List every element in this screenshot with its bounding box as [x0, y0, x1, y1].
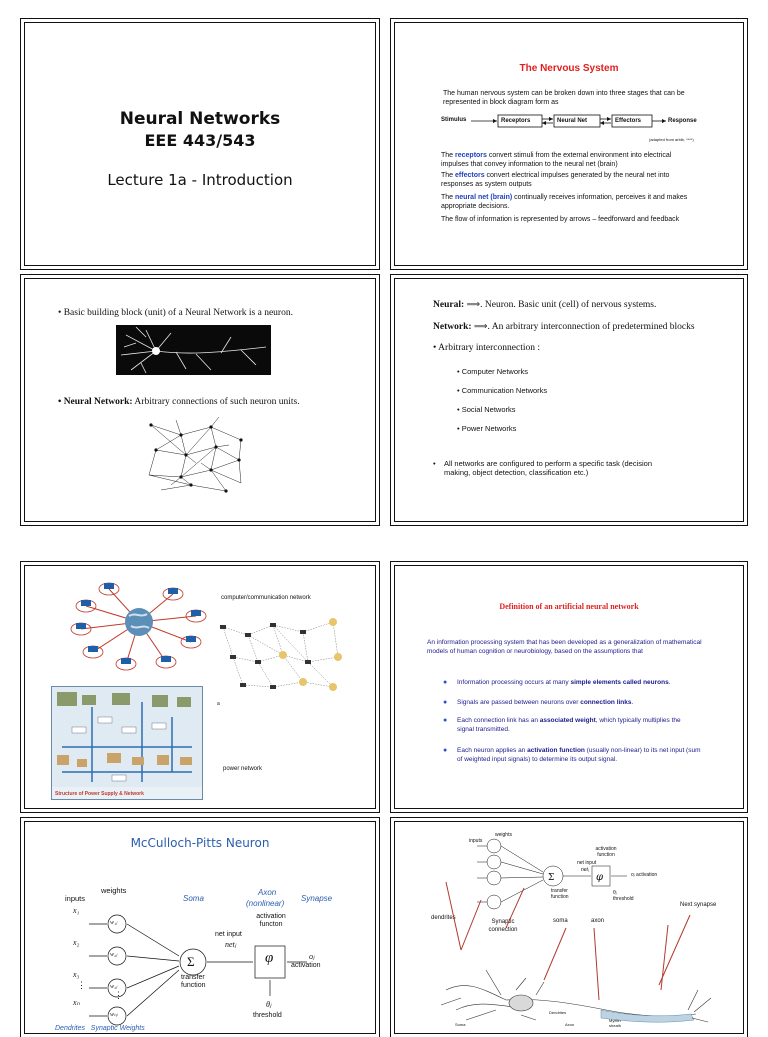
- neuron-model-transfer: transfer function: [551, 888, 569, 900]
- diagram-receptors: Receptors: [501, 118, 531, 124]
- bio-axon-small: Axon: [565, 1022, 575, 1027]
- slide-5-small-a: a: [217, 701, 220, 707]
- slide-4-item: • Computer Networks: [457, 367, 528, 376]
- slide-1-course: EEE 443/543: [144, 131, 256, 150]
- mp-dots: ⋮: [77, 980, 86, 990]
- neuron-model-netj: netⱼ: [581, 867, 589, 873]
- mp-x3: x₃: [73, 970, 80, 979]
- slide-3-line-2: • Neural Network: Arbitrary connections of such neuron units.: [58, 397, 300, 407]
- slide-2-para-effectors: The effectors convert electrical impulses generated by the neural net into responses as system outputs: [441, 172, 670, 188]
- bio-myelin-small: Myelin sheath: [609, 1018, 622, 1028]
- mp-sigma-symbol: Σ: [187, 954, 195, 969]
- neuron-model-inputs: inputs: [469, 838, 483, 844]
- svg-text:φ: φ: [596, 872, 604, 883]
- slide-8: [390, 817, 748, 1037]
- mp-dots-2: ⋮: [114, 990, 123, 1000]
- slide-2-para-neural-net: The neural net (brain) continually receives information, perceives it and makes appropriate decisions.: [441, 194, 688, 210]
- slide-2-para-flow: The flow of information is represented by arrows – feedforward and feedback: [441, 216, 680, 223]
- slide-4-item: • Social Networks: [457, 405, 516, 414]
- neuron-model-net-input: net input: [577, 860, 597, 866]
- diagram-neural-net: Neural Net: [557, 118, 588, 124]
- mp-phi-symbol: φ: [265, 950, 274, 966]
- slide-7-title: McCulloch-Pitts Neuron: [130, 836, 270, 850]
- slide-2: [390, 18, 748, 270]
- slide-2-para-receptors: The receptors convert stimuli from the external environment into electrical impulses that convey information to the neural net (brain): [441, 152, 672, 168]
- slide-4-arbitrary: • Arbitrary interconnection :: [433, 343, 541, 353]
- slide-5: [20, 561, 380, 813]
- slide-3-line-1: • Basic building block (unit) of a Neural Network is a neuron.: [58, 308, 293, 318]
- mp-w1: w₁ⱼ: [110, 920, 118, 926]
- mp-netj-label: netⱼ: [225, 940, 237, 949]
- mp-soma-label: Soma: [183, 894, 204, 903]
- mp-wn: wₙⱼ: [110, 1012, 118, 1018]
- slide-6-title: Definition of an artificial neural network: [499, 602, 639, 611]
- neuron-model-activation: oⱼ activation: [631, 872, 658, 878]
- slide-4-network-def: Network: ⟹. An arbitrary interconnection of predetermined blocks: [433, 322, 695, 332]
- diagram-response: Response: [668, 118, 697, 124]
- biological-neuron-drawing: [426, 870, 726, 1030]
- mesh-network-image: [213, 607, 358, 697]
- mp-nonlinear-label: (nonlinear): [246, 899, 285, 908]
- slide-3: [20, 274, 380, 526]
- mp-xn: xₙ: [73, 998, 80, 1007]
- mp-synapse-label: Synapse: [301, 894, 333, 903]
- mp-function-label: function: [181, 982, 206, 989]
- neuron-model-activation-function: activation function: [595, 846, 617, 858]
- slide-4-item: • Communication Networks: [457, 386, 548, 395]
- bio-dendrites-small: Dendrites: [549, 1010, 567, 1015]
- mp-bottom-labels: Dendrites Synaptic Weights: [55, 1025, 145, 1032]
- neuron-image: [116, 325, 271, 375]
- diagram-stimulus: Stimulus: [441, 117, 467, 123]
- slide-1-lecture: Lecture 1a - Introduction: [107, 171, 293, 189]
- slide-1: [20, 18, 380, 270]
- mp-w2: w₂ⱼ: [110, 952, 118, 958]
- mp-activation-label: activation: [291, 962, 321, 969]
- bio-next-synapse-label: Next synapse: [680, 902, 717, 908]
- slide-6-bullet: Each neuron applies an activation function (usually non-linear) to its net input (sum of weighted input signals) to determine its output signal.: [457, 747, 701, 763]
- slide-4: [390, 274, 748, 526]
- bio-synaptic-label: Synaptic connection: [488, 919, 518, 933]
- mp-x1: x₁: [73, 906, 80, 915]
- mp-weights-label: weights: [101, 886, 127, 895]
- slide-6-intro: An information processing system that has been developed as a generalization of mathematical models of human cognition or neurobiology, based on the assumptions that: [427, 639, 702, 655]
- mp-oj-label: oⱼ: [309, 952, 315, 961]
- slide-6-bullet: Signals are passed between neurons over connection links.: [457, 699, 634, 706]
- slide-6: [390, 561, 748, 813]
- mp-x2: x₂: [73, 938, 80, 947]
- diagram-source: (adapted from arbib, ****): [649, 137, 694, 142]
- bio-axon-label: axon: [591, 918, 605, 924]
- mp-w3: w₃ⱼ: [110, 984, 118, 990]
- slide-6-bullet: Each connection link has an associated weight, which typically multiplies the signal transmitted.: [457, 717, 681, 733]
- slide-4-footer: • All networks are configured to perform a specific task (decision making, object detection, classification etc.): [433, 459, 653, 477]
- slide-6-bullet: Information processing occurs at many simple elements called neurons.: [457, 679, 671, 686]
- bio-dendrites-label: dendrites: [431, 915, 456, 921]
- neuron-model-weights: weights: [495, 832, 512, 838]
- mp-theta-label: θⱼ: [266, 1000, 272, 1009]
- diagram-effectors: Effectors: [615, 118, 642, 124]
- slide-5-label-comm: computer/communication network: [221, 595, 311, 601]
- slide-2-intro: The human nervous system can be broken down into three stages that can be represented in block diagram form as: [443, 90, 685, 106]
- mp-inputs-label: inputs: [65, 894, 86, 903]
- mp-net-input-label: net input: [215, 931, 242, 938]
- mp-transfer-label: transfer: [181, 974, 205, 981]
- svg-text:Σ: Σ: [548, 873, 555, 883]
- power-diagram-caption: Structure of Power Supply & Network: [55, 791, 144, 797]
- slide-5-label-power: power network: [223, 766, 263, 772]
- slide-4-item: • Power Networks: [457, 424, 517, 433]
- slide-4-neural-def: Neural: ⟹. Neuron. Basic unit (cell) of nervous systems.: [433, 300, 657, 310]
- neuron-network-image: [141, 415, 251, 495]
- neuron-model-threshold: θⱼ threshold: [613, 890, 634, 902]
- power-network-diagram: [51, 686, 203, 800]
- power-network-drawing: [52, 687, 202, 787]
- mp-activation-functon-label: activation functon: [256, 913, 286, 928]
- mp-axon-label: Axon: [258, 888, 277, 897]
- slide-7: [20, 817, 380, 1037]
- bio-soma-label: soma: [553, 918, 568, 924]
- bio-soma-small: Soma: [455, 1022, 466, 1027]
- slide-2-title: The Nervous System: [519, 63, 619, 74]
- slide-1-title: Neural Networks: [119, 109, 281, 129]
- mp-threshold-label: threshold: [253, 1012, 282, 1019]
- computer-network-image: [61, 574, 216, 674]
